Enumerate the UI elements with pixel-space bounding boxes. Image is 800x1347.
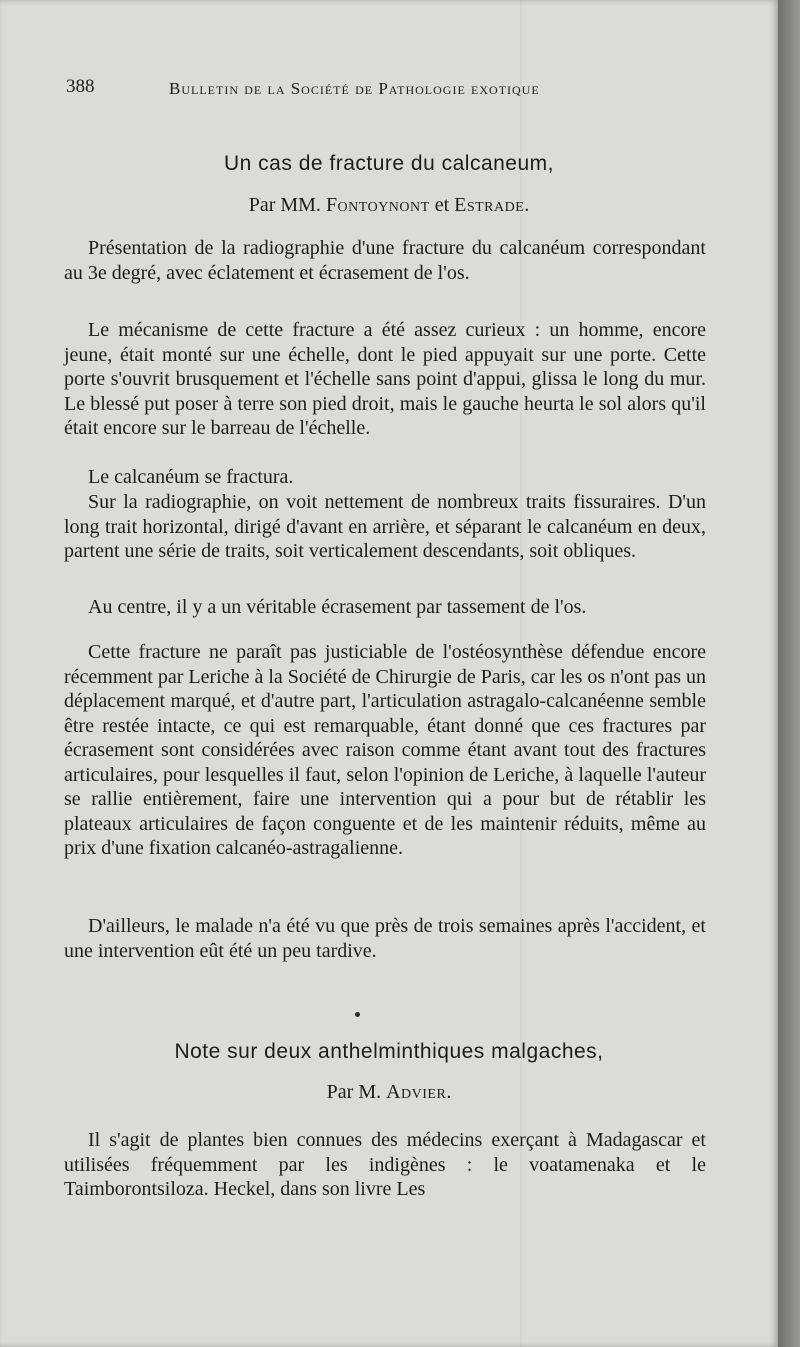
byline-suffix: .: [524, 194, 530, 216]
article1-byline: [0, 194, 778, 217]
paragraph: Le calcanéum se fractura.: [88, 466, 294, 488]
article1-title: Un cas de fracture du calcaneum,: [224, 152, 554, 175]
paragraph: Il s'agit de plantes bien connues des médecins exerçant à Madagascar et utilisées fréquemment par les indigènes : le voatamenaka et le Taimborontsiloza. Heckel, dans son livre Les: [64, 1129, 706, 1200]
byline-prefix: Par MM.: [248, 194, 326, 216]
paragraph: Cette fracture ne paraît pas justiciable de l'ostéosynthèse défendue encore récemment par Leriche à la Société de Chirurgie de Paris, car les os n'ont pas un déplacement marqué, et d'autre part, l'articulation astragalo-calcanéenne semble être restée intacte, ce qui est remarquable, étant donné que ces fractures par écrasement sont considérées avec raison comme étant avant tout des fractures articulaires, pour lesquelles il faut, selon l'opinion de Leriche, à laquelle l'auteur se rallie entièrement, faire une intervention qui a pour but de rétablir les plateaux articulaires de façon conguente et de les maintenir réduits, même au prix d'une fixation calcanéo-astragalienne.: [64, 641, 706, 859]
article2-title: Note sur deux anthelminthiques malgaches,: [174, 1040, 604, 1063]
running-title: Bulletin de la Société de Pathologie exotique: [169, 79, 540, 98]
paragraph: Au centre, il y a un véritable écrasement par tassement de l'os.: [88, 596, 587, 618]
page-header: [66, 76, 706, 106]
paragraph: Sur la radiographie, on voit nettement de nombreux traits fissuraires. D'un long trait horizontal, dirigé d'avant en arrière, et séparant le calcanéum en deux, partent une série de traits, soit verticalement descendants, soit obliques.: [64, 491, 706, 562]
byline-joiner: et: [429, 194, 455, 216]
paragraph: Présentation de la radiographie d'une fracture du calcanéum correspondant au 3e degré, avec éclatement et écrasement de l'os.: [64, 237, 706, 284]
author-name: Advier: [386, 1081, 447, 1103]
author-name: Fontoynont: [325, 194, 430, 216]
byline-suffix: .: [446, 1081, 452, 1103]
section-separator-dot: [355, 1012, 360, 1017]
author-name: Estrade: [454, 194, 525, 216]
paragraph: D'ailleurs, le malade n'a été vu que près de trois semaines après l'accident, et une intervention eût été un peu tardive.: [64, 915, 706, 962]
page-number: 388: [66, 76, 95, 97]
paragraph: Le mécanisme de cette fracture a été assez curieux : un homme, encore jeune, était monté sur une échelle, dont le pied appuyait sur une porte. Cette porte s'ouvrit brusquement et l'échelle sans point d'appui, glissa le long du mur. Le blessé put poser à terre son pied droit, mais le gauche heurta le sol alors qu'il était encore sur le barreau de l'échelle.: [64, 319, 706, 439]
scan-edge-shadow: [778, 0, 800, 1347]
article2-byline: [0, 1081, 778, 1104]
byline-prefix: Par M.: [326, 1081, 387, 1103]
